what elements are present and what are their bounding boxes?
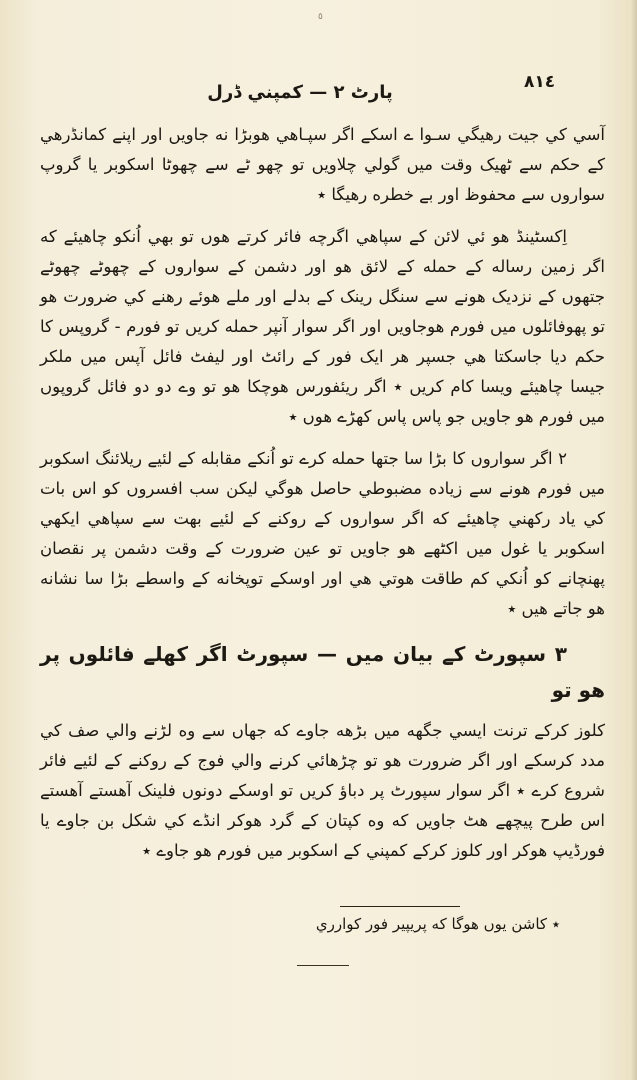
top-mark: ٥: [318, 12, 323, 22]
bottom-rule: [297, 965, 349, 966]
section-3-heading: ٣ سپورٹ کے بيان ميں — سپورٹ اگر کهلے فائلوں پر هو تو: [40, 642, 605, 702]
page-edge-shadow: [631, 0, 637, 1080]
paragraph-1: آسي کي جيت رهيگي سـوا ے اسکے اگر سپـاهي هوبڑا نه جاویں اور اپنے کمانڈرهي کے حکم سے ٹهيک وقت ميں گولي چلاویں تو چهو ٹے سے چهوٹا اسکوبر يا گروپ سواروں سے محفوظ اور بے خطره رهيگا ٭: [40, 125, 605, 204]
section-3-paragraph: کلوز کرکے ترنت ايسي جگهه ميں بڑهه جاوے که جهاں سے وه لڑنے والي صف کي مدد کرسکے اور اگر ضرورت هو تو چڑهائي کرنے والي فوج کے روکنے کے لئيے فائر شروع کرے ٭ اگر سوار سپورٹ پر دباؤ کريں تو اوسکے دونوں فلينک آهستے آهستے اس طرح پيچهے هٹ جاويں که وه کپتان کے گرد هوکر انڈے کي شکل بن جاوے يا فورڈيپ هوکر اور کلوز کرکے کمپني کے اسکوبر ميں فورم هو جاوے ٭: [40, 721, 605, 860]
footnote-rule: [340, 906, 460, 907]
paragraph-3: ٢ اگر سواروں کا بڑا سا جتها حمله کرے تو اُنکے مقابله کے لئيے ريلائنگ اسکوبر ميں فورم هونے سے زياده مضبوطي حاصل هوگي ليکن سب افسروں کو اس بات کي ياد رکهني چاهيئے که اگر سواروں کے روکنے کے لئيے بهت سے سپاهي ايکهي اسکوبر يا غول ميں اکٹهے هو جاويں تو عين ضرورت کے وقت دشمن پر نقصان پهنچانے کو اُنکي کم طاقت هوتي هي اور اوسکے توپخانه کے واسطے بڑا سا نشانه هو جاتے هيں ٭: [40, 449, 605, 618]
paragraph-2: اِکسٹينڈ هو ئي لائن کے سپاهي اگرچه فائر کرتے هوں تو بهي اُنکو چاهيئے که اگر زمين رساله کے حمله کے لائق هو اور دشمن کے سواروں کے چهوٹے چهوٹے جتهوں کے نزديک هونے سے سنگل رينک کے بدلے اور ملے هوئے رهنے کي ضرورت هو تو پهوفائلوں ميں فورم هوجاويں اور اگر سوار آنپر حمله کريں تو فورم - گروپس کا حکم ديا جاسکتا هي جسپر هر ايک فور کے رائٹ اور ليفٹ فائل آپس ميں ملکر جيسا چاهيئے ويسا کام کريں ٭ اگر ريئفورس هوچکا هو تو وے دو دو فائل گروپوں ميں فورم هو جاويں جو پاس پاس کهڑے هوں ٭: [40, 227, 605, 426]
running-header: پارٹ ٢ — کمپني ڈرل: [207, 82, 393, 103]
body-text: [40, 120, 605, 878]
footnote: ٭ کاشن يوں هوگا که پريپير فور کوارري: [315, 915, 560, 933]
page-number: ٨١٤: [524, 72, 556, 92]
